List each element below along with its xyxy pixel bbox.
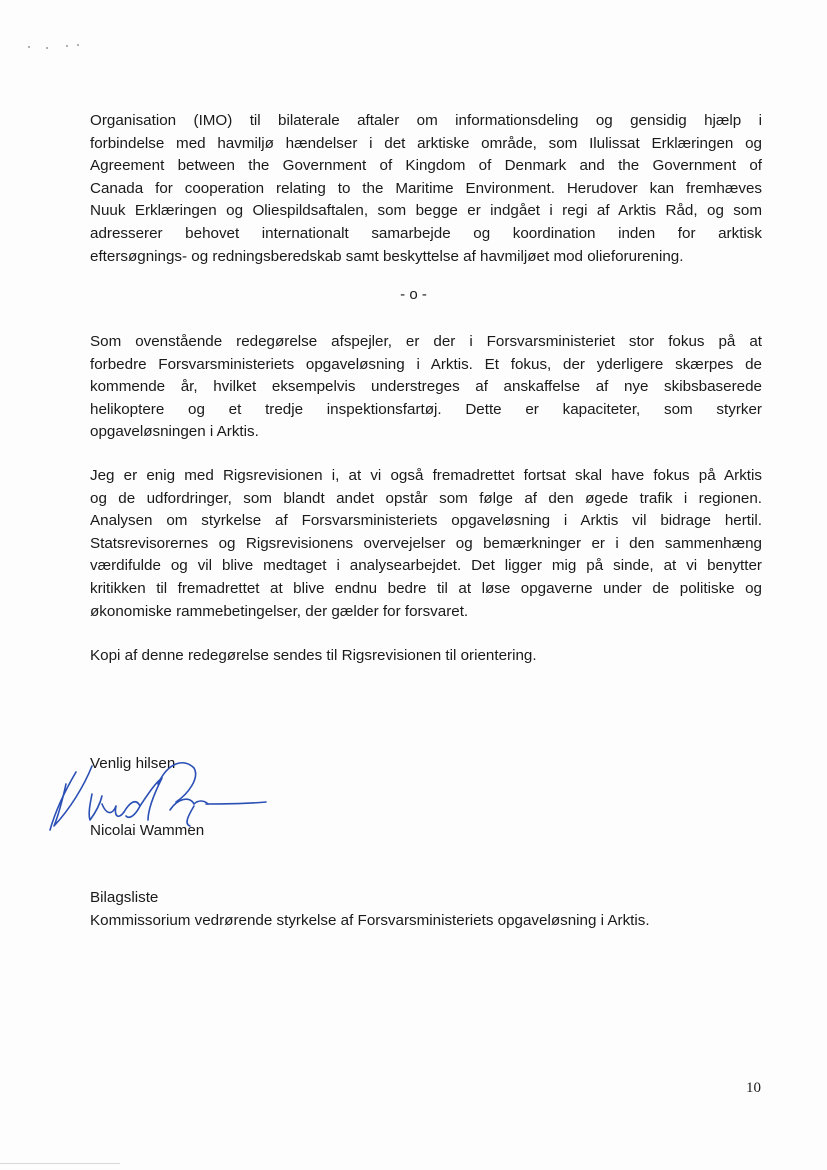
text-line: og de udfordringer, som blandt andet opstår som følge af den øgede trafik i regionen. (90, 489, 762, 507)
paragraph-focus (90, 331, 762, 444)
paragraph-agreement (90, 465, 762, 623)
text-line: Statsrevisorernes og Rigsrevisionens overvejelser og bemærkninger er i den sammenhæng (90, 534, 762, 552)
scan-speck (28, 46, 30, 48)
text-line: Analysen om styrkelse af Forsvarsministeriets opgaveløsning i Arktis vil bidrage hertil. (90, 512, 762, 530)
attachment-item: Kommissorium vedrørende styrkelse af Forsvarsministeriets opgaveløsning i Arktis. (90, 912, 650, 929)
text-line: Nuuk Erklæringen og Oliespildsaftalen, som begge er indgået i regi af Arktis Råd, og som (90, 202, 762, 220)
text-line: Jeg er enig med Rigsrevisionen i, at vi også fremadrettet fortsat skal have fokus på Arktis (90, 467, 762, 484)
text-line: Canada for cooperation relating to the Maritime Environment. Herudover kan fremhæves (90, 179, 762, 197)
page-number: 10 (746, 1080, 761, 1096)
paragraph-imo-agreements (90, 110, 762, 268)
text-line: økonomiske rammebetingelser, der gælder for forsvaret. (90, 602, 469, 620)
text-line: kritikken til fremadrettet at blive endnu bedre til at løse opgaverne under de politiske og (90, 579, 762, 597)
scan-speck (77, 44, 79, 46)
attachments-heading: Bilagsliste (90, 889, 159, 906)
text-line: værdifulde og vil blive medtaget i analysearbejdet. Det ligger mig på sinde, at vi benytter (90, 557, 762, 575)
scan-speck (46, 47, 48, 49)
text-line: adresserer behovet internationalt samarbejde og koordination inden for arktisk (90, 224, 762, 242)
scan-edge-line (0, 1163, 120, 1164)
text-line: Agreement between the Government of Kingdom of Denmark and the Government of (90, 157, 762, 175)
paragraph-copy-note: Kopi af denne redegørelse sendes til Rigsrevisionen til orientering. (90, 647, 537, 664)
text-line: Som ovenstående redegørelse afspejler, er der i Forsvarsministeriet stor fokus på at (90, 333, 762, 350)
text-line: opgaveløsningen i Arktis. (90, 423, 259, 441)
text-line: kommende år, hvilket eksempelvis understreges af anskaffelse af nye skibsbaserede (90, 378, 762, 396)
signatory-name: Nicolai Wammen (90, 822, 205, 839)
text-line: helikoptere og et tredje inspektionsfartøj. Dette er kapaciteter, som styrker (90, 400, 762, 418)
text-line: forbedre Forsvarsministeriets opgaveløsning i Arktis. Et fokus, der yderligere skærpes de (90, 355, 762, 373)
text-line: Organisation (IMO) til bilaterale aftaler om informationsdeling og gensidig hjælp i (90, 112, 762, 129)
scan-speck (66, 45, 68, 47)
text-line: eftersøgnings- og redningsberedskab samt beskyttelse af havmiljøet mod olieforurening. (90, 247, 684, 265)
section-separator: - o - (400, 286, 427, 303)
handwritten-signature (44, 754, 274, 844)
closing-greeting: Venlig hilsen (90, 755, 176, 772)
text-line: forbindelse med havmiljø hændelser i det arktiske område, som Ilulissat Erklæringen og (90, 134, 762, 152)
